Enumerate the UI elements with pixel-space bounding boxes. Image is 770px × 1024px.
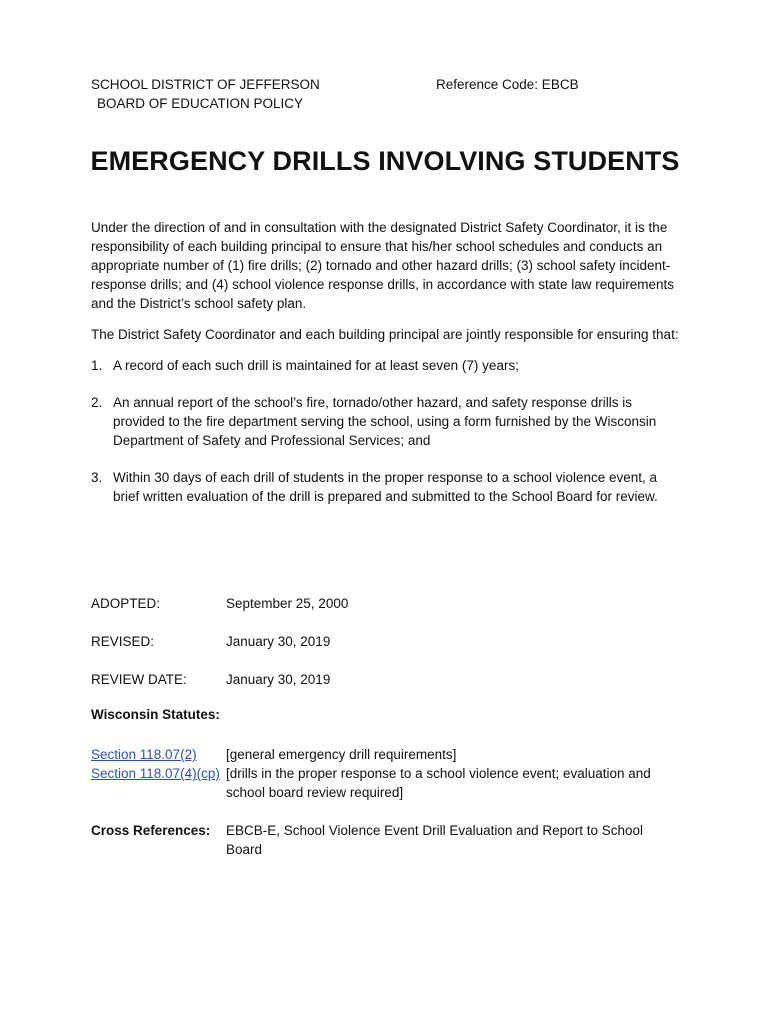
list-number: 1. (91, 358, 103, 373)
revised-date: January 30, 2019 (226, 634, 331, 649)
cross-references-label: Cross References: (91, 823, 211, 838)
list-item (91, 393, 681, 450)
header-left (91, 75, 320, 113)
adopted-date: September 25, 2000 (226, 596, 349, 611)
cross-references-value: EBCB-E, School Violence Event Drill Evaluation and Report to School Board (226, 823, 643, 857)
page-title: EMERGENCY DRILLS INVOLVING STUDENTS (90, 146, 680, 176)
reference-code: Reference Code: EBCB (436, 77, 579, 92)
adopted-label: ADOPTED: (91, 596, 161, 611)
list-number: 2. (91, 395, 103, 410)
district-name: SCHOOL DISTRICT OF JEFFERSON (91, 77, 320, 92)
responsibility-paragraph: The District Safety Coordinator and each building principal are jointly responsible for ensuring that: (91, 327, 679, 342)
list-text: Within 30 days of each drill of students in the proper response to a school violence event, a brief written evaluation of the drill is prepared and submitted to the School Board for review. (113, 470, 658, 504)
board-policy-label: BOARD OF EDUCATION POLICY (97, 96, 304, 111)
review-label: REVIEW DATE: (91, 672, 187, 687)
list-item (91, 356, 681, 375)
list-item (91, 468, 681, 506)
intro-paragraph: Under the direction of and in consultation with the designated District Safety Coordinator, it is the responsibility of each building principal to ensure that his/her school schedules and conducts an appropriate number of (1) fire drills; (2) tornado and other hazard drills; (3) school safety incident- response drills; and (4) school violence response drills, in accordance with state law requirements and the District’s school safety plan. (91, 220, 675, 311)
list-text: An annual report of the school’s fire, tornado/other hazard, and safety response drills is provided to the fire department serving the school, using a form furnished by the Wisconsin Department of Safety and Professional Services; and (113, 395, 657, 448)
requirements-list (91, 356, 681, 506)
list-number: 3. (91, 470, 103, 485)
review-date: January 30, 2019 (226, 672, 331, 687)
statute-description: [general emergency drill requirements] (226, 747, 457, 762)
revised-label: REVISED: (91, 634, 155, 649)
policy-body (91, 218, 681, 524)
statute-link[interactable]: Section 118.07(4)(cp) (91, 766, 220, 781)
statutes-heading: Wisconsin Statutes: (91, 707, 220, 722)
statute-link[interactable]: Section 118.07(2) (91, 747, 197, 762)
statute-description: [drills in the proper response to a school violence event; evaluation and school board review required] (226, 766, 651, 800)
list-text: A record of each such drill is maintained for at least seven (7) years; (113, 358, 519, 373)
